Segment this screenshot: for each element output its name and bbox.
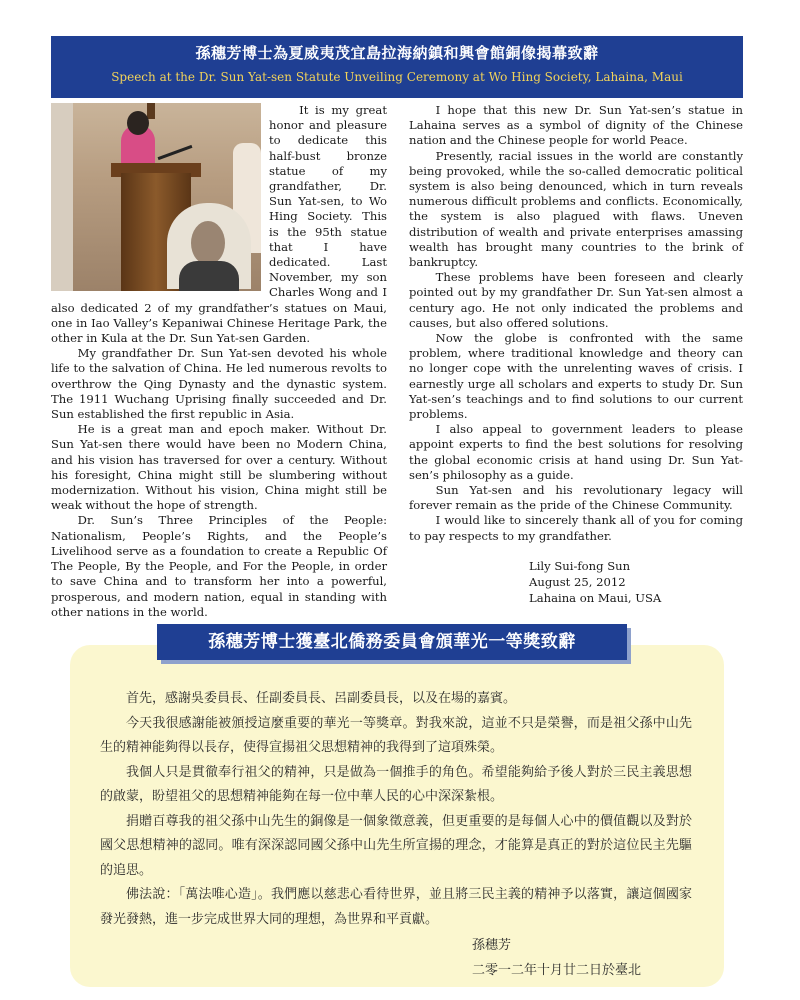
award-signature-date: 二零一二年十月廿二日於臺北 (472, 962, 642, 978)
speech-paragraph: He is a great man and epoch maker. Without Dr. Sun Yat-sen there would have been no Modern China, and his vision has traversed for over a century. Without his foresight, China might still be slumbering without modernization. Without his vision, China might still be weak without the hope of strength. (51, 422, 387, 513)
award-speech-title: 孫穗芳博士獲臺北僑務委員會頒華光一等獎致辭 (157, 624, 627, 660)
award-signature (472, 934, 692, 983)
header-title-english: Speech at the Dr. Sun Yat-sen Statute Unveiling Ceremony at Wo Hing Society, Lahaina, Maui (111, 70, 683, 84)
speech-paragraph: Presently, racial issues in the world are constantly being provoked, while the so-called democratic political system is also being denounced, which in turn reveals numerous difficult problems and conflicts. Economically, the system is also plagued with flaws. Uneven distribution of wealth and private enterprises amassing wealth has brought many countries to the brink of bankruptcy. (409, 148, 743, 270)
signature-name: Lily Sui-fong Sun (529, 558, 631, 573)
award-paragraph: 今天我很感謝能被頒授這麼重要的華光一等獎章。對我來說，這並不只是榮譽，而是祖父孫中山先生的精神能夠得以長存，使得宣揚祖父思想精神的我得到了這項殊榮。 (100, 715, 692, 755)
speech-column-left (51, 103, 387, 620)
speech-paragraph: My grandfather Dr. Sun Yat-sen devoted his whole life to the salvation of China. He led numerous revolts to overthrow the Qing Dynasty and the dynastic system. The 1911 Wuchang Uprising finally succeeded and Dr. Sun established the first republic in Asia. (51, 346, 387, 422)
signature-place: Lahaina on Maui, USA (529, 590, 662, 605)
speech-signature (529, 558, 743, 606)
speech-paragraph: Dr. Sun’s Three Principles of the People: Nationalism, People’s Rights, and the People’s Livelihood serve as a foundation to create a Republic Of The People, By the People, and For the People, in order to save China and to transform her into a powerful, prosperous, and modern nation, equal in standing with other nations in the world. (51, 513, 387, 619)
speech-paragraph: Now the globe is confronted with the same problem, where traditional knowledge and theory can no longer cope with the unrelenting waves of crisis. I earnestly urge all scholars and experts to study Dr. Sun Yat-sen’s teachings and to find solutions to our current problems. (409, 331, 743, 422)
page-header (51, 36, 743, 98)
award-paragraph: 捐贈百尊我的祖父孫中山先生的銅像是一個象徵意義，但更重要的是每個人心中的價值觀以及對於國父思想精神的認同。唯有深深認同國父孫中山先生所宣揚的理念，才能算是真正的對於這位民主先驅的追思。 (100, 813, 692, 878)
ceremony-photo (51, 103, 261, 291)
award-paragraph: 佛法說：「萬法唯心造」。我們應以慈悲心看待世界，並且將三民主義的精神予以落實，讓這個國家發光發熱，進一步完成世界大同的理想，為世界和平貢獻。 (100, 887, 692, 927)
award-speech-box (70, 645, 724, 987)
speech-paragraph: I also appeal to government leaders to please appoint experts to find the best solutions for resolving the global economic crisis at hand using Dr. Sun Yat-sen’s philosophy as a guide. (409, 422, 743, 482)
signature-date: August 25, 2012 (529, 574, 626, 589)
speech-paragraph: Sun Yat-sen and his revolutionary legacy will forever remain as the pride of the Chinese Community. (409, 483, 743, 513)
speech-paragraph: It is my great honor and pleasure to dedicate this half-bust bronze statue of my grandfather, Dr. Sun Yat-sen, to Wo Hing Society. This is the 95th statue that I have dedicated. Last November, my son Charles Wong and I also dedicated 2 of my grandfather’s statues on Maui, one in Iao Valley’s Kepaniwai Chinese Heritage Park, the other in Kula at the Dr. Sun Yat-sen Garden. (51, 103, 387, 346)
award-paragraph: 我個人只是貫徹奉行祖父的精神，只是做為一個推手的角色。希望能夠給予後人對於三民主義思想的啟蒙，盼望祖父的思想精神能夠在每一位中華人民的心中深深紮根。 (100, 764, 692, 804)
speech-paragraph: I would like to sincerely thank all of you for coming to pay respects to my grandfather. (409, 513, 743, 543)
speech-column-right (409, 103, 743, 606)
award-signature-name: 孫穗芳 (472, 938, 512, 953)
speech-paragraph: I hope that this new Dr. Sun Yat-sen’s statue in Lahaina serves as a symbol of dignity of the Chinese nation and the Chinese people for world Peace. (409, 103, 743, 148)
speech-paragraph: These problems have been foreseen and clearly pointed out by my grandfather Dr. Sun Yat-sen almost a century ago. He not only indicated the problems and causes, but also offered solutions. (409, 270, 743, 330)
award-paragraph: 首先，感謝吳委員長、任副委員長、呂副委員長，以及在場的嘉賓。 (126, 691, 517, 706)
header-title-chinese: 孫穗芳博士為夏威夷茂宜島拉海納鎮和興會館銅像揭幕致辭 (195, 44, 599, 62)
